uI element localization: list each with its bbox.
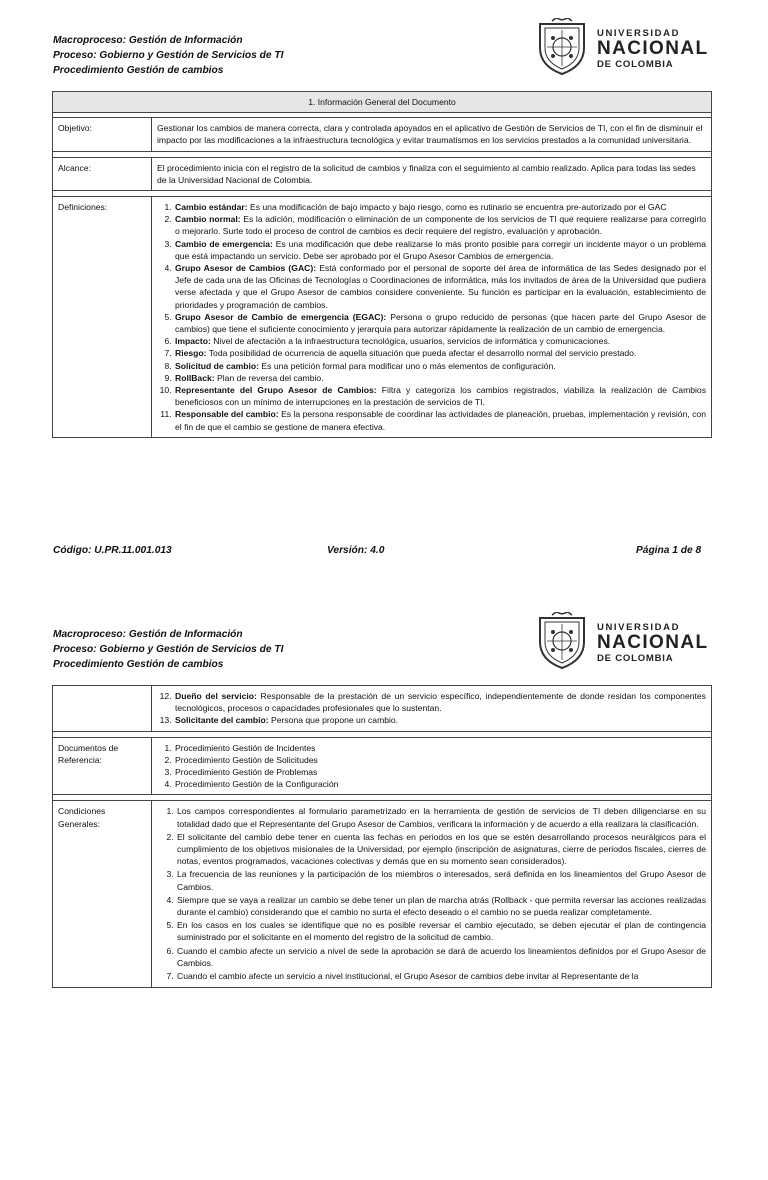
- definiciones-label: Definiciones:: [53, 197, 152, 438]
- documentos-list: [157, 742, 706, 791]
- definition-term: Cambio estándar:: [175, 202, 248, 213]
- footer-version: Versión: 4.0: [327, 545, 385, 556]
- header-proceso-p2: Proceso: Gobierno y Gestión de Servicios de TI: [53, 644, 284, 655]
- condition-item: 4. Siempre que se vaya a realizar un cambio se debe tener un plan de marcha atrás (Rollback - que permita reversar las acciones realizadas durante el cambio) considerando que el cambio no surta el efecto deseado o el cambio no se pueda realizar completamente.: [176, 894, 706, 918]
- alcance-label: Alcance:: [53, 157, 152, 190]
- header-procedimiento: Procedimiento Gestión de cambios: [53, 65, 224, 76]
- condiciones-cell: [152, 801, 712, 988]
- definition-text: Está conformado por el personal de soporte del área de informática de las Sedes designado por el Jefe de cada una de las Oficinas de Tecnologías o Coordinaciones de informática, más los invitados de área de la Universidad que pudiera verse afectada y que el Grupo Asesor de cambios considere conveniente. Su función es participar en la evaluación, establecimiento de prioridades y programación de cambios.: [175, 263, 706, 310]
- definition-text: Toda posibilidad de ocurrencia de aquella situación que pueda afectar el desarrollo normal del servicio prestado.: [206, 348, 637, 359]
- header-proceso: Proceso: Gobierno y Gestión de Servicios de TI: [53, 50, 284, 61]
- definition-term: Responsable del cambio:: [175, 409, 279, 420]
- definition-term: Grupo Asesor de Cambios (GAC):: [175, 263, 317, 274]
- condition-item: 1. Los campos correspondientes al formulario parametrizado en la herramienta de gestión de servicios de TI deben diligenciarse en su totalidad dado que el Representante del Grupo Asesor de Cambios, verificara la información y de acuerdo a ella realizara la clasificación.: [176, 805, 706, 829]
- definition-term: Solicitud de cambio:: [175, 360, 260, 371]
- definition-item: [174, 690, 706, 714]
- documentos-label: Documentos de Referencia:: [53, 737, 152, 795]
- definition-term: Representante del Grupo Asesor de Cambios:: [175, 385, 377, 396]
- definition-item: [174, 213, 706, 237]
- info-table-continued: [52, 685, 712, 988]
- logo-line-1: UNIVERSIDAD: [597, 622, 681, 633]
- definiciones-cont-cell: [152, 686, 712, 732]
- definition-item: [174, 714, 706, 726]
- documentos-cell: [152, 737, 712, 795]
- header-macroproceso-p2: Macroproceso: Gestión de Información: [53, 629, 243, 640]
- definition-term: Solicitante del cambio:: [175, 715, 269, 726]
- definition-item: [174, 360, 706, 372]
- definition-term: Cambio de emergencia:: [175, 238, 273, 249]
- definition-item: [174, 262, 706, 311]
- definition-term: RollBack:: [175, 372, 215, 383]
- table-title: 1. Información General del Documento: [53, 92, 712, 113]
- objetivo-row: [53, 118, 712, 151]
- objetivo-label: Objetivo:: [53, 118, 152, 151]
- alcance-text: El procedimiento inicia con el registro de la solicitud de cambios y finaliza con el seguimiento al cambio realizado. Aplica para todas las sedes de la Universidad Nacional de Colombia.: [152, 157, 712, 190]
- definition-term: Riesgo:: [175, 348, 207, 359]
- footer-codigo: Código: U.PR.11.001.013: [53, 545, 172, 556]
- definiciones-row: [53, 197, 712, 438]
- definiciones-cell: [152, 197, 712, 438]
- logo-line-3: DE COLOMBIA: [597, 653, 674, 664]
- condiciones-label: Condiciones Generales:: [53, 801, 152, 988]
- definition-text: Nivel de afectación a la infraestructura tecnológica, usuarios, servicios de informática y comunicaciones.: [210, 336, 611, 347]
- definition-text: Filtra y categoriza los cambios registrados, viabiliza la realización de Cambios beneficiosos con un mínimo de interrupciones en la prestación de servicios de TI.: [175, 385, 706, 408]
- definiciones-cont-list: [157, 690, 706, 727]
- definition-term: Cambio normal:: [175, 214, 241, 225]
- definiciones-cont-row: [53, 686, 712, 732]
- definition-item: [174, 238, 706, 262]
- definition-item: [174, 335, 706, 347]
- definition-item: [174, 408, 706, 432]
- objetivo-text: Gestionar los cambios de manera correcta, clara y controlada apoyados en el aplicativo de Gestión de Servicios de TI, con el fin de disminuir el impacto por las modificaciones a la infraestructura tecnológica y evitar traumatismos en los servicios prestados a la comunidad universitaria.: [152, 118, 712, 151]
- document-page-2: [0, 590, 768, 1180]
- definition-text: Es la adición, modificación o eliminación de un componente de los servicios de TI que requiere realizarse para corregirlo o mejorarlo. Surte todo el proceso de control de cambios es decir requiere del registro, evaluación y aprobación.: [175, 214, 706, 237]
- definition-item: [174, 201, 706, 213]
- logo-line-2: NACIONAL: [597, 632, 709, 653]
- condiciones-list: [157, 805, 706, 982]
- definition-text: Es una petición formal para modificar uno o más elementos de configuración.: [259, 360, 556, 371]
- definition-text: Es una modificación de bajo impacto y bajo riesgo, como es rutinario se encuentra pre-autorizado por el GAC: [247, 202, 667, 213]
- definition-text: Plan de reversa del cambio.: [214, 372, 324, 383]
- definition-item: [174, 372, 706, 384]
- reference-item: 1. Procedimiento Gestión de Incidentes: [174, 742, 706, 754]
- definition-text: Persona que propone un cambio.: [268, 715, 399, 726]
- condition-item: 5. En los casos en los cuales se identifique que no es posible reversar el cambio ejecutado, se deben ejecutar el plan de contingencia suministrado por el solicitante en el momento del registro de la solicitud de cambio.: [176, 919, 706, 943]
- definition-text: Responsable de la prestación de un servicio específico, independientemente de donde residan los componentes tecnológicos, procesos o capacidades profesionales que lo sustentan.: [175, 691, 706, 714]
- logo-line-1: UNIVERSIDAD: [597, 28, 681, 39]
- definition-text: Persona o grupo reducido de personas (que hacen parte del Grupo Asesor de cambios) que tiene el suficiente conocimiento y jerarquía para autorizar rápidamente la realización de un cambio de emergencia.: [175, 311, 706, 335]
- empty-label-cell: [53, 686, 152, 732]
- definition-text: Es la persona responsable de coordinar las actividades de planeación, pruebas, implementación y revisión, con el fin de que el cambio se gestione de manera efectiva.: [175, 409, 706, 432]
- footer-pagina: Página 1 de 8: [636, 545, 702, 556]
- definition-item: [174, 347, 706, 359]
- definition-text: Es una modificación que debe realizarse lo más pronto posible para corregir un incidente mayor o un problema que está impactando un servicio. Debe ser aprobado por el Grupo Asesor Cambios de emergencia.: [175, 238, 706, 261]
- logo-line-2: NACIONAL: [597, 38, 709, 59]
- logo-text-p2: [597, 622, 708, 664]
- logo-text: [597, 28, 708, 70]
- logo-line-3: DE COLOMBIA: [597, 59, 674, 70]
- university-logo-p2: [536, 612, 716, 672]
- definition-item: [174, 311, 706, 335]
- definition-item: [174, 384, 706, 408]
- reference-item: 4. Procedimiento Gestión de la Configuración: [174, 778, 706, 790]
- header-procedimiento-p2: Procedimiento Gestión de cambios: [53, 659, 224, 670]
- definition-term: Impacto:: [175, 336, 211, 347]
- condition-item: 3. La frecuencia de las reuniones y la participación de los miembros o interesados, será definida en los lineamientos del Grupo Asesor de Cambios.: [176, 868, 706, 892]
- reference-item: 3. Procedimiento Gestión de Problemas: [174, 766, 706, 778]
- condiciones-row: [53, 801, 712, 988]
- condition-item: 7. Cuando el cambio afecte un servicio a nivel institucional, el Grupo Asesor de cambios debe invitar al Representante de la: [176, 970, 706, 982]
- definiciones-list: [157, 201, 706, 433]
- reference-item: 2. Procedimiento Gestión de Solicitudes: [174, 754, 706, 766]
- header-macroproceso: Macroproceso: Gestión de Información: [53, 35, 243, 46]
- definition-term: Dueño del servicio:: [175, 691, 257, 701]
- alcance-row: [53, 157, 712, 190]
- crest-icon: [536, 612, 588, 670]
- info-table: [52, 91, 712, 438]
- condition-item: 2. El solicitante del cambio debe tener en cuenta las fechas en periodos en los que se estén desarrollando procesos neurálgicos para el cumplimiento de los objetivos misionales de la Universidad, por ejemplo (inscripción de asignaturas, cierre de periodos fiscales, cierres de notas, eventos programados, vacaciones colectivas y demás que en su momento sean considerados).: [176, 831, 706, 868]
- condition-item: 6. Cuando el cambio afecte un servicio a nivel de sede la aprobación se dará de acuerdo los lineamientos definidos por el Grupo Asesor de Cambios.: [176, 945, 706, 969]
- crest-icon: [536, 18, 588, 76]
- definition-term: Grupo Asesor de Cambio de emergencia (EGAC):: [175, 311, 387, 322]
- university-logo: [536, 18, 716, 78]
- documentos-row: [53, 737, 712, 795]
